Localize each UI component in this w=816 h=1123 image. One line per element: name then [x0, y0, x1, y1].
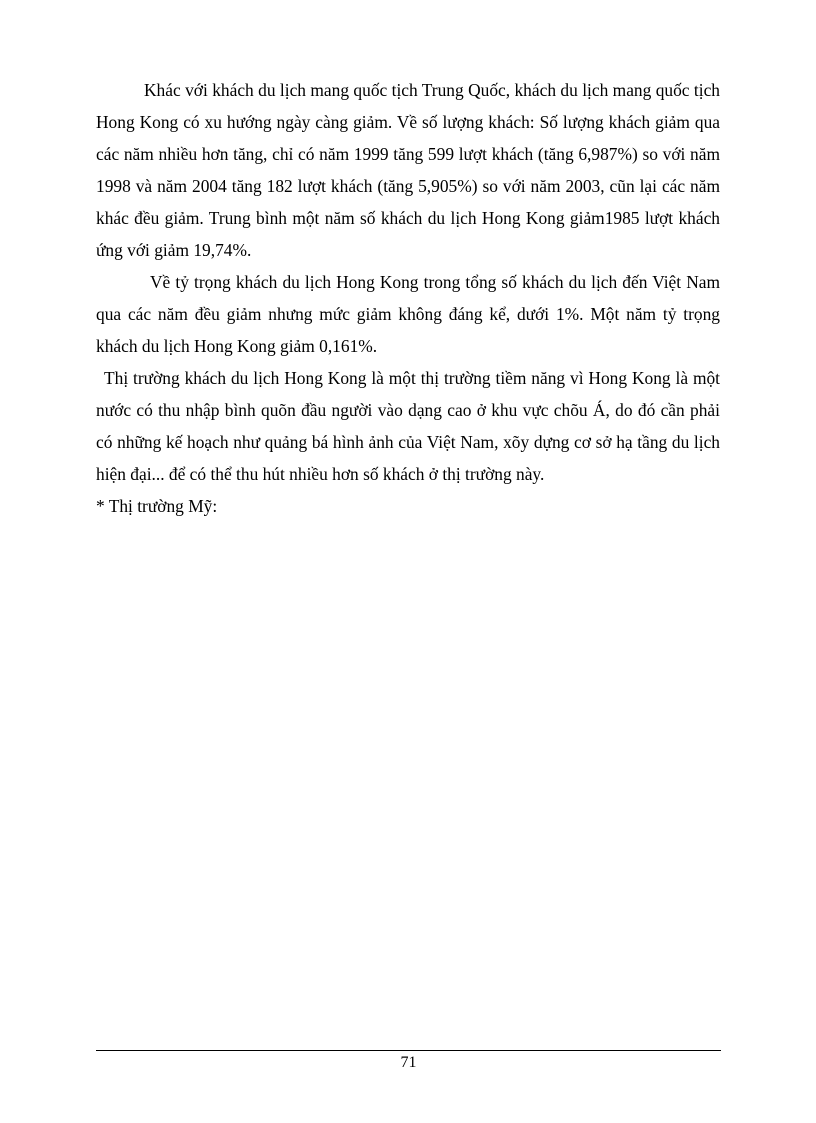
- page-number: 71: [400, 1054, 417, 1071]
- page-body: [96, 74, 720, 522]
- footer-divider: [96, 1050, 721, 1051]
- paragraph-hong-kong-visitor-trend: Khác với khách du lịch mang quốc tịch Trung Quốc, khách du lịch mang quốc tịch Hong Kong có xu hướng ngày càng giảm. Về số lượng khách: Số lượng khách giảm qua các năm nhiều hơn tăng, chỉ có năm 1999 tăng 599 lượt khách (tăng 6,987%) so với năm 1998 và năm 2004 tăng 182 lượt khách (tăng 5,905%) so với năm 2003, cũn lại các năm khác đều giảm. Trung bình một năm số khách du lịch Hong Kong giảm1985 lượt khách ứng với giảm 19,74%.: [96, 80, 720, 260]
- paragraph-hong-kong-share: Về tỷ trọng khách du lịch Hong Kong trong tổng số khách du lịch đến Việt Nam qua các năm đều giảm nhưng mức giảm không đáng kể, dưới 1%. Một năm tỷ trọng khách du lịch Hong Kong giảm 0,161%.: [96, 272, 720, 356]
- paragraph-hong-kong-potential: Thị trường khách du lịch Hong Kong là một thị trường tiềm năng vì Hong Kong là một nước có thu nhập bình quõn đầu người vào dạng cao ở khu vực chõu Á, do đó cần phải có những kế hoạch như quảng bá hình ảnh của Việt Nam, xõy dựng cơ sở hạ tầng du lịch hiện đại... để có thể thu hút nhiều hơn số khách ở thị trường này.: [96, 368, 720, 484]
- section-heading-us-market: * Thị trường Mỹ:: [96, 496, 218, 516]
